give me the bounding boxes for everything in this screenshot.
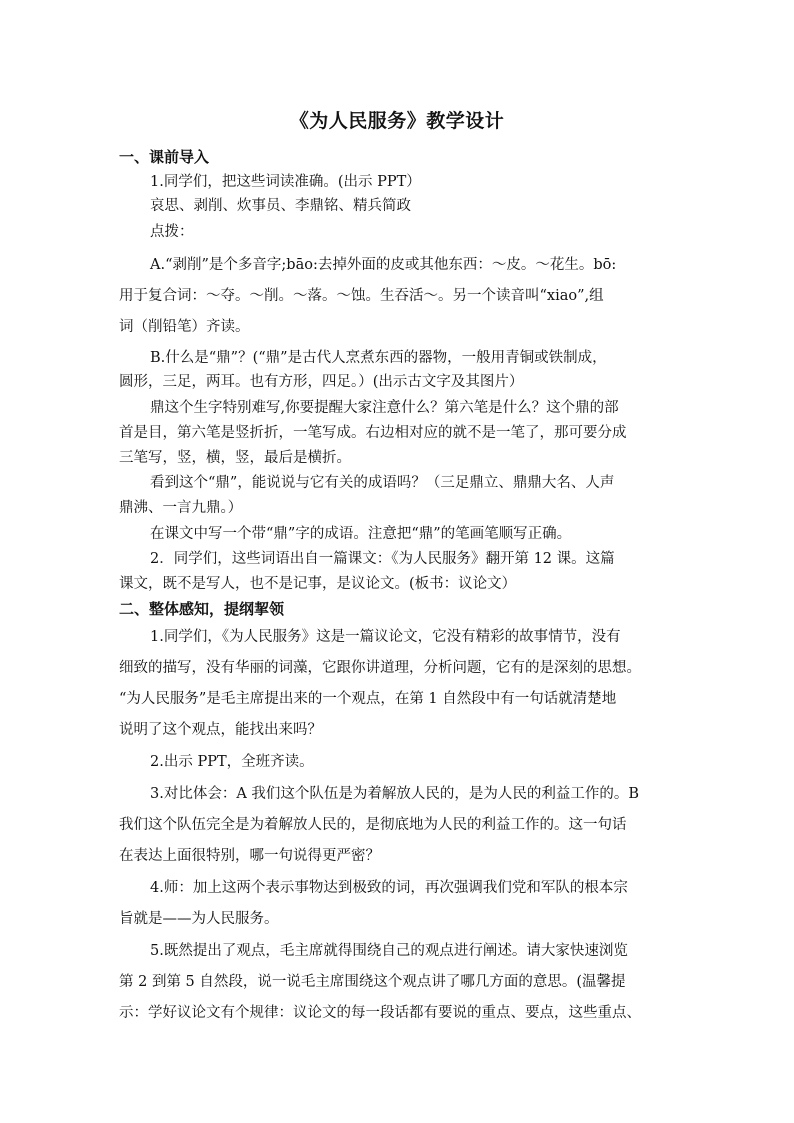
paragraph-line: 看到这个“鼎”，能说说与它有关的成语吗？（三足鼎立、鼎鼎大名、人声 <box>150 475 615 491</box>
paragraph-line: 第 2 到第 5 自然段，说一说毛主席围绕这个观点讲了哪几方面的意思。(温馨提 <box>119 974 626 990</box>
paragraph-line: “为人民服务”是毛主席提出来的一个观点，在第 1 自然段中有一句话就清楚地 <box>119 691 617 707</box>
paragraph-line: 三笔写，竖，横，竖，最后是横折。 <box>119 450 351 466</box>
paragraph-line: 鼎沸、一言九鼎。） <box>119 500 243 516</box>
paragraph-line: 圆形，三足，两耳。也有方形，四足。）(出示古文字及其图片） <box>119 374 524 390</box>
paragraph-line: B.什么是“鼎”？(“鼎”是古代人烹煮东西的器物，一般用青铜或铁制成， <box>150 350 607 366</box>
paragraph-line: 说明了这个观点，能找出来吗？ <box>119 722 322 738</box>
paragraph-line: 在课文中写一个带“鼎”字的成语。注意把“鼎”的笔画笔顺写正确。 <box>150 526 572 542</box>
paragraph-line: 课文，既不是写人，也不是记事，是议论文。(板书：议论文） <box>119 576 517 592</box>
paragraph-line: A.“剥削”是个多音字;bāo:去掉外面的皮或其他东西：～皮。～花生。bō: <box>150 257 617 273</box>
paragraph-line: 点拨： <box>150 224 194 240</box>
document-title: 《为人民服务》教学设计 <box>289 110 505 132</box>
paragraph-line: 旨就是——为人民服务。 <box>119 911 279 927</box>
paragraph-line: 我们这个队伍完全是为着解放人民的，是彻底地为人民的利益工作的。这一句话 <box>119 817 627 833</box>
paragraph-line: 1.同学们，《为人民服务》这是一篇议论文，它没有精彩的故事情节，没有 <box>150 629 621 645</box>
paragraph-line: 哀思、剥削、炊事员、李鼎铭、精兵简政 <box>150 198 411 214</box>
paragraph-line: 1.同学们，把这些词读准确。(出示 PPT） <box>150 174 421 190</box>
paragraph-line: 3.对比体会：A 我们这个队伍是为着解放人民的，是为人民的利益工作的。B <box>150 786 640 802</box>
paragraph-line: 鼎这个生字特别难写,你要提醒大家注意什么？第六笔是什么？这个鼎的部 <box>150 400 619 416</box>
paragraph-line: 示：学好议论文有个规律：议论文的每一段话都有要说的重点、要点，这些重点、 <box>119 1005 641 1021</box>
section-heading-1: 一、课前导入 <box>119 148 210 166</box>
paragraph-line: 词（削铅笔）齐读。 <box>119 319 250 335</box>
paragraph-line: 2．同学们，这些词语出自一篇课文：《为人民服务》翻开第 12 课。这篇 <box>150 551 615 567</box>
paragraph-line: 2.出示 PPT，全班齐读。 <box>150 754 314 770</box>
paragraph-line: 首是目，第六笔是竖折折，一笔写成。右边相对应的就不是一笔了，那可要分成 <box>119 425 627 441</box>
paragraph-line: 细致的描写，没有华丽的词藻，它跟你讲道理，分析问题，它有的是深刻的思想。 <box>119 660 641 676</box>
paragraph-line: 在表达上面很特别，哪一句说得更严密？ <box>119 848 380 864</box>
section-heading-2: 二、整体感知，提纲挈领 <box>119 600 285 618</box>
paragraph-line: 用于复合词：～夺。～削。～落。～蚀。生吞活～。另一个读音叫“xiao”,组 <box>119 288 604 304</box>
paragraph-line: 4.师：加上这两个表示事物达到极致的词，再次强调我们党和军队的根本宗 <box>150 880 628 896</box>
paragraph-line: 5.既然提出了观点，毛主席就得围绕自己的观点进行阐述。请大家快速浏览 <box>150 943 628 959</box>
